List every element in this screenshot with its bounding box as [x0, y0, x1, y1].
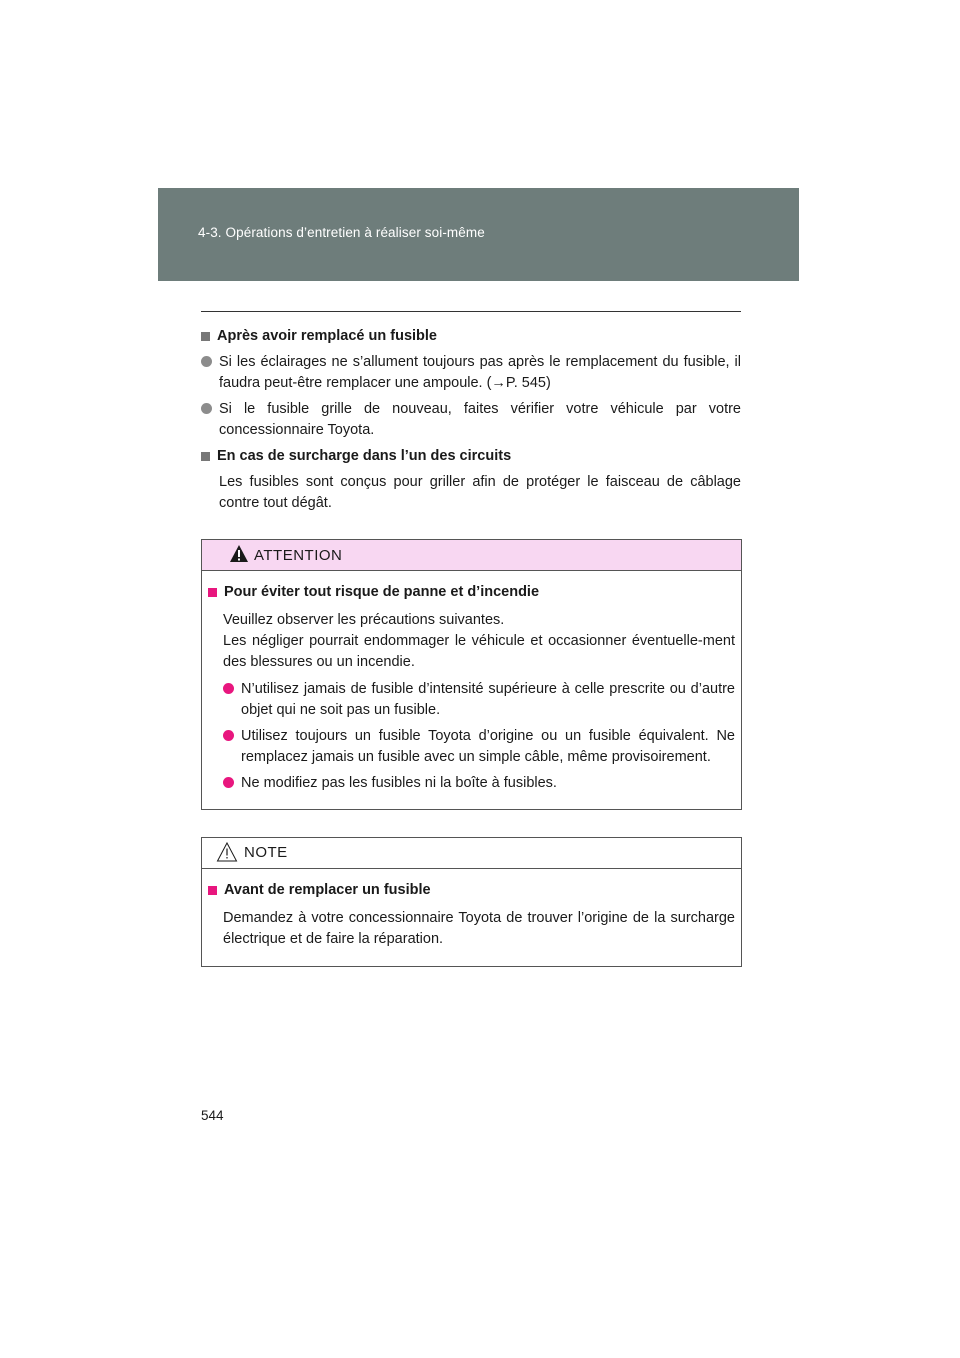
round-bullet-icon: [223, 730, 234, 741]
square-bullet-icon: [208, 886, 217, 895]
square-bullet-icon: [208, 588, 217, 597]
attention-box: [201, 539, 742, 810]
note-paragraph: Demandez à votre concessionnaire Toyota de trouver l’origine de la surcharge électrique et de faire la réparation.: [223, 910, 735, 947]
list-item: N’utilisez jamais de fusible d’intensité supérieure à celle prescrite ou d’autre objet qui ne soit pas un fusible.: [208, 679, 735, 721]
note-heading: Avant de remplacer un fusible: [208, 880, 735, 901]
attention-paragraph: Veuillez observer les précautions suivantes.: [223, 612, 505, 628]
list-item: Ne modifiez pas les fusibles ni la boîte à fusibles.: [208, 773, 735, 794]
attention-header: [202, 540, 741, 571]
attention-heading: Pour éviter tout risque de panne et d’incendie: [208, 582, 735, 603]
round-bullet-icon: [201, 356, 212, 367]
attention-body: [202, 571, 741, 809]
round-bullet-icon: [223, 683, 234, 694]
attention-paragraph: Les négliger pourrait endommager le véhicule et occasionner éventuelle-ment des blessures ou un incendie.: [223, 633, 735, 670]
list-item: Si les éclairages ne s’allument toujours pas après le remplacement du fusible, il faudra peut-être remplacer une ampoule. (→P. 545): [201, 352, 741, 394]
chapter-header-band: [158, 188, 799, 281]
list-item: Si le fusible grille de nouveau, faites vérifier votre véhicule par votre concessionnaire Toyota.: [201, 399, 741, 441]
page-number: 544: [201, 1108, 224, 1123]
header-rule: [201, 311, 741, 312]
square-bullet-icon: [201, 452, 210, 461]
note-box: [201, 837, 742, 967]
section-heading: En cas de surcharge dans l’un des circuits: [201, 446, 741, 467]
note-label: NOTE: [244, 844, 288, 861]
square-bullet-icon: [201, 332, 210, 341]
main-content: [201, 326, 741, 518]
warning-triangle-icon: [229, 544, 249, 564]
caution-triangle-icon: [216, 841, 238, 863]
section-paragraph: Les fusibles sont conçus pour griller afin de protéger le faisceau de câblage contre tout dégât.: [219, 474, 741, 511]
round-bullet-icon: [201, 403, 212, 414]
attention-label: ATTENTION: [254, 547, 343, 564]
list-item: Utilisez toujours un fusible Toyota d’origine ou un fusible équivalent. Ne remplacez jamais un fusible avec un simple câble, même provisoirement.: [208, 726, 735, 768]
note-body: [202, 869, 741, 966]
round-bullet-icon: [223, 777, 234, 788]
note-header: [202, 838, 741, 869]
chapter-title: 4-3. Opérations d’entretien à réaliser soi-même: [198, 225, 485, 240]
section-heading: Après avoir remplacé un fusible: [201, 326, 741, 347]
